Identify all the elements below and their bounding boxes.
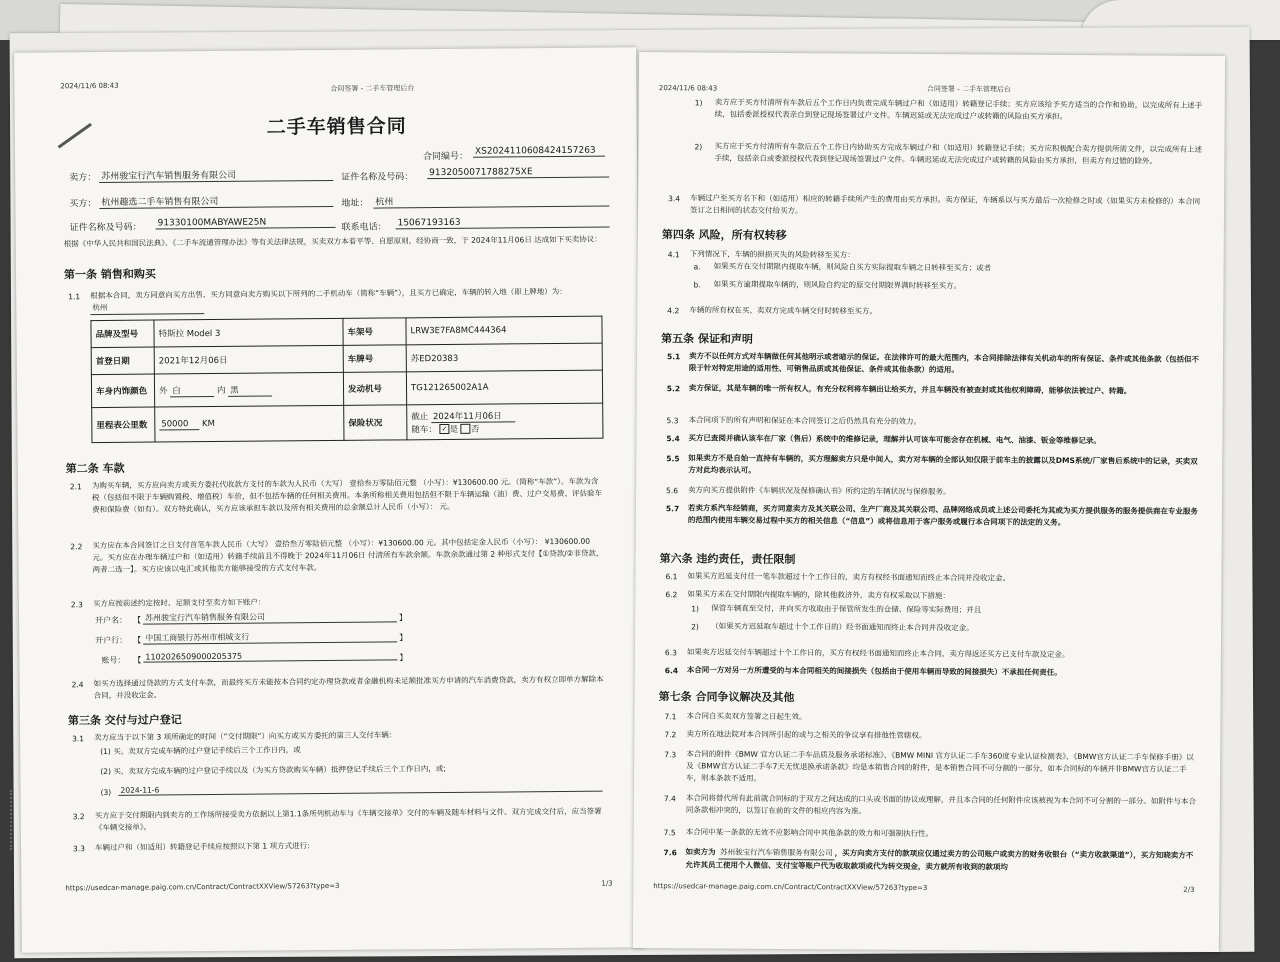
clause-number: 5.4 (666, 434, 680, 444)
page-url: https://usedcar-manage.paig.com.cn/Contract/ContractXXView/57263?type=3 (653, 882, 928, 892)
clause-5-2: 卖方保证，其是车辆的唯一所有权人，有充分权利将车辆出让给买方，并且车辆没有被查封或其他权利障碍，能够依法被过户、转籍。 (688, 383, 1132, 396)
article-3-title: 第三条 交付与过户登记 (67, 713, 182, 728)
delivery-date: 2024-11-6 (118, 782, 602, 796)
no-checkbox[interactable] (461, 424, 471, 434)
registration-place: 杭州 (90, 301, 204, 315)
no-label: 否 (470, 424, 480, 435)
clause-4-2: 车辆的所有权在买、卖双方完成车辆交付时转移至买方。 (689, 305, 877, 316)
option-number: (3) (100, 787, 112, 798)
clause-number: 5.5 (666, 454, 680, 464)
item-number: b. (693, 280, 701, 290)
article-4-title: 第四条 风险，所有权转移 (661, 228, 787, 242)
clause-4-1-a: 如果买方在交付期限内提取车辆，则风险自买方实际提取车辆之日转移至买方；或者 (713, 261, 992, 273)
vehicle-table (90, 316, 603, 443)
clause-number: 6.1 (665, 572, 678, 582)
clause-5-1: 卖方不以任何方式对车辆做任何其他明示或者暗示的保证。在法律许可的最大范围内，本合同排除法律有关机动车的所有保证、条件或其他条款（包括但不限于针对特定用途的适用性、可销售品质或其他保证、条件或其他条款）的适用。 (688, 351, 1200, 375)
buyer-id: 91330100MABYAWE25N (156, 217, 336, 230)
account-no-label: 账号： (101, 655, 126, 665)
yes-checkbox[interactable]: ✓ (440, 424, 450, 434)
engine-value: TG121265002A1A (406, 370, 602, 405)
interior-label: 内 (216, 385, 226, 396)
clause-number: 7.3 (664, 750, 677, 760)
clause-number: 4.1 (667, 250, 680, 260)
clause-7-4: 本合同将替代所有此前就合同标的于双方之间达成的口头或书面的协议或理解，并且本合同的任何附件应该被视为本合同不可分割的一部分。如附件与本合同条款相冲突的，以签订在前的文件的相应内容为准。 (685, 793, 1196, 816)
clause-number: 7.4 (663, 794, 676, 804)
clause-number: 3.3 (72, 844, 86, 854)
mileage-cell (155, 405, 344, 442)
bracket-open: 【 (133, 655, 142, 665)
page-number: 2/3 (1183, 885, 1195, 894)
yes-label: 是 (449, 424, 459, 435)
contract-title: 二手车销售合同 (266, 115, 407, 139)
clause-2-3: 买方应按前述约定按时、足额支付至卖方如下账户： (92, 597, 266, 609)
clause-number: 6.3 (664, 648, 677, 658)
clause-number: 2.4 (71, 680, 84, 690)
clause-5-7: 若卖方系汽车经销商，买方同意卖方及其关联公司、生产厂商及其关联公司、品牌网络成员或上述公司委托为其或为买方提供服务的服务提供商在专业服务的范围内使用车辆交易过程中买方的相关信息（“信息”）或将信息用于客户服务或履行本合同项下的法定的义务。 (687, 503, 1198, 527)
seller-name-inline: 苏州骏宝行汽车销售服务有限公司 (718, 847, 835, 861)
clause-3-4: 车辆过户至买方名下和（如适用）相应的转籍手续所产生的费用由买方承担。卖方保证，车辆系以与买方最后一次检修之时或（如果买方未检修的）本合同签订之日相同的状态交付给买方。 (690, 193, 1201, 216)
clause-text: ，买方向卖方支付的款项应仅通过卖方的公司账户或卖方的财务收银台（“卖方收款渠道”），买方知晓卖方不允许其员工使用个人微信、支付宝等账户代为收取款项或代为转交现金，卖方就所有收到的款项均 (685, 848, 1194, 872)
clause-4-1: 下列情况下，车辆的损损灭失的风险转移至买方： (689, 249, 855, 260)
clause-2-4: 如买方选择通过贷款的方式支付车款，而最终买方未能按本合同约定办理贷款或者金融机构未足额批准买方申请的汽车消费贷款，卖方有权立即单方解除本合同，并没收定金。 (93, 674, 604, 701)
clause-3-3-item-2: 买方应于买方付清所有车款后五个工作日内协助买方完成车辆过户和（如适用）转籍登记手续；买方应积极配合卖方提供所需文件，以完成所有上述手续，包括亲自或委派授权代表到登记现场签署过户文件。车辆迟延或无法完成过户或转籍的风险由买方承担，但卖方有过错的除外。 (714, 141, 1202, 166)
clause-number: 1.1 (68, 292, 81, 302)
clause-2-2: 买方应在本合同签订之日支付首笔车款人民币（大写） 壹拾叁万零陆佰元整 （小写）：¥130600.00 元。其中包括定金人民币（小写）： ¥130600.00 元。买方应在办理车辆过户和（如适用）转籍手续前且不得晚于 2024年11月06日 付清所有车款余额。车款余款通过第 2 种形式支付【①贷款/②非贷款，两者二选一】。买方应该以电汇或其他卖方能够接受的方式支付车款。 (92, 536, 604, 575)
account-name: 苏州骏宝行汽车销售服务有限公司 (143, 610, 397, 624)
cert-no: 9132050071788275XE (427, 167, 609, 180)
clause-7-1: 本合同自买卖双方签署之日起生效。 (686, 711, 807, 722)
phone: 15067193163 (396, 217, 610, 230)
vin-label: 车架号 (343, 318, 406, 346)
clause-5-4: 买方已查阅并确认该车在厂家（售后）系统中的维修记录，理解并认可该车可能会存在机械、电气、油漆、钣金等维修记录。 (688, 433, 1101, 446)
clause-5-6: 卖方向买方提供附件《车辆状况及保修确认书》所约定的车辆状况与保修服务。 (688, 485, 951, 497)
phone-label: 联系电话： (341, 222, 387, 233)
buyer-name: 杭州趣选二手车销售有限公司 (99, 193, 333, 209)
insurance-end: 2024年11月06日 (431, 409, 515, 423)
preamble: 根据《中华人民共和国民法典》、《二手车流通管理办法》等有关法律法规，买卖双方本着平等、自愿原则，经协商一致，于 2024年11月06日 达成如下买卖协议： (63, 234, 602, 249)
bank-label: 开户行： (95, 635, 128, 646)
engine-label: 发动机号 (343, 372, 406, 406)
clause-number: 5.7 (665, 504, 680, 514)
item-number: 2) (694, 142, 703, 152)
clause-number: 3.2 (72, 812, 85, 822)
account-no: 1102026509000205375 (143, 650, 397, 662)
clause-3-1-option-2: (2) 买、卖双方完成车辆的过户登记手续以及（为买方贷款购买车辆）抵押登记手续后三个工作日内，或; (100, 763, 446, 777)
clause-3-3-item-1: 卖方应于买方付清所有车款后五个工作日内负责完成车辆过户和（如适用）转籍登记手续；买方应该给予买方适当的合作和协助，以完成所有上述手续，包括委派授权代表亲自到登记现场签署过户文件。车辆迟延或无法完成过户或转籍的风险由买方承担。 (714, 97, 1203, 121)
item-number: 2) (691, 622, 699, 632)
clause-3-3: 车辆过户和（如适用）转籍登记手续应按照以下第 1 项方式进行: (94, 841, 310, 853)
clause-number: 2.2 (70, 542, 83, 552)
clause-6-1: 如果买方迟延支付任一笔车款超过十个工作日的，卖方有权经书面通知而终止本合同并没收定金。 (687, 571, 1011, 583)
plate-label: 车牌号 (343, 345, 406, 373)
address-label: 地址： (341, 198, 369, 209)
clause-6-2: 如果买方未在交付期限内提取车辆的，除其他救济外，卖方有权采取以下措施： (687, 589, 950, 601)
insurance-cell (407, 403, 603, 440)
cert-label: 证件名称及号码： (341, 172, 414, 183)
page-url: https://usedcar-manage.paig.com.cn/Contract/ContractXXView/57263?type=3 (65, 881, 340, 893)
print-timestamp: 2024/11/6 08:43 (658, 84, 718, 93)
clause-number: 6.2 (665, 590, 678, 600)
clause-number: 5.3 (666, 416, 679, 426)
clause-6-2-1: 保管车辆直至交付，并向买方收取由于保管所发生的仓储、保险等实际费用；并且 (711, 603, 982, 615)
clause-number: 7.2 (664, 730, 677, 740)
brand-label: 品牌及型号 (91, 320, 154, 348)
item-number: 1) (691, 604, 699, 614)
clause-text: 根据本合同，卖方同意向买方出售、买方同意向卖方购买以下所列的二手机动车（简称“车辆”），且买方已确定，车辆的转入地（即上牌地）为： (90, 286, 567, 301)
article-5-title: 第五条 保证和声明 (661, 332, 754, 346)
print-header: 合同签署 - 二手车管理后台 (330, 84, 415, 93)
clause-number: 2.3 (70, 600, 83, 610)
reg-date-value: 2021年12月06日 (154, 345, 343, 374)
contract-page-2 (633, 52, 1225, 952)
bank-name: 中国工商银行苏州市相城支行 (143, 630, 397, 644)
clause-7-3: 本合同的附件《BMW 官方认证二手车品质及服务承诺标准》、《BMW MINI 官方认证二手车360度专业认证检测表》、《BMW官方认证二手车保修手册》以及《BMW官方认证二手车7天无忧退换承诺条款》均是本销售合同的附件，是本销售合同不可分割的一部分，如本合同标的车辆并非BMW官方认证二手车，则本条款不适用。 (686, 749, 1194, 783)
clause-4-1-b: 如果买方逾期提取车辆的，则风险自约定的原交付期限界满时转移至买方。 (713, 279, 962, 291)
clause-5-5: 如果卖方不是自始一直持有车辆的，买方理解卖方只是中间人，卖方对车辆的全部认知仅限于前车主的披露以及DMS系统/厂家售后系统中的记录，买卖双方对此均表示认可。 (688, 453, 1198, 475)
exterior-label: 外 (158, 385, 168, 396)
clause-3-1-option-1: (1) 买、卖双方完成车辆的过户登记手续后三个工作日内，或 (100, 745, 301, 757)
clause-7-5: 本合同中某一条款的无效不应影响合同中其他条款的效力和可强制执行性。 (685, 827, 934, 839)
clause-6-2-2: （如果买方迟延取车超过十个工作日的）经书面通知而终止本合同并没收定金。 (711, 621, 974, 633)
item-number: 1) (694, 98, 703, 108)
print-timestamp: 2024/11/6 08:43 (60, 81, 119, 91)
insurance-transfer-label: 随车： (411, 424, 437, 435)
print-header: 合同签署 - 二手车管理后台 (926, 84, 1011, 94)
article-6-title: 第六条 违约责任，责任限制 (659, 552, 796, 567)
clause-3-1: 卖方应当于以下第 3 项所确定的时间（“交付期限”）向买方或买方委托的第三人交付车辆： (94, 730, 397, 743)
color-label: 车身内饰颜色 (91, 374, 154, 408)
clause-7-6 (685, 846, 1199, 875)
mileage-value: 50000 (159, 419, 199, 430)
exterior-color: 白 (170, 383, 214, 396)
interior-color: 黑 (228, 383, 272, 396)
color-value (154, 372, 343, 407)
page-number: 1/3 (601, 879, 613, 888)
contract-page-1 (14, 47, 644, 952)
clause-number: 4.2 (667, 306, 680, 316)
mileage-unit: KM (201, 418, 215, 429)
bracket-close: 】 (399, 653, 408, 663)
seller-name: 苏州骏宝行汽车销售服务有限公司 (99, 167, 333, 183)
contract-no: XS2024110608424157263 (473, 146, 605, 158)
clause-number: 5.2 (666, 384, 681, 394)
pen-mark (58, 123, 92, 149)
clause-6-3: 如果卖方迟延交付车辆超过十个工作日的，买方有权经书面通知而终止本合同，卖方得返还买方已支付车款及定金。 (686, 647, 1070, 659)
bracket-open: 【 (133, 615, 142, 625)
clause-3-2: 买方应于交付期限内到卖方的工作场所接受卖方依据以上第1.1条所列机动车与《车辆交接单》交付的车辆及随车材料与文件。双方完成交付后，应当签署《车辆交接单》。 (94, 806, 602, 833)
id-label: 证件名称及号码： (69, 222, 142, 234)
brand-value: 特斯拉 Model 3 (154, 318, 343, 347)
seller-label: 卖方： (69, 173, 97, 184)
clause-number: 7.6 (663, 848, 677, 858)
clause-number: 3.1 (72, 734, 85, 744)
item-number: a. (693, 262, 701, 272)
clause-number: 2.1 (69, 482, 82, 492)
clause-5-3: 本合同项下的所有声明和保证在本合同签订之后仍然具有充分的效力。 (688, 415, 922, 426)
clause-2-1: 为购买车辆，买方应向卖方或卖方委托代收款方支付的车款为人民币（大写） 壹拾叁万零陆佰元整 （小写）：¥130600.00 元。（简称“车款”）。车款为含税（包括但不限于车辆购置税、增值税）车价，但不包括车辆的任何相关费用。本条所称相关费用包括但不限于车辆运输（油）费、过户交易费、评估验车费和保险费（如有）。双方特此确认，买方应该承担车款以及所有相关费用的总金额总计人民币（小写）： 元。 (91, 476, 602, 515)
clause-1-1 (90, 286, 600, 315)
bracket-open: 【 (133, 635, 142, 645)
reg-date-label: 首登日期 (91, 347, 154, 375)
clause-6-4: 本合同一方对另一方所遭受的与本合同相关的间接损失（包括由于使用车辆而导致的间接损失）不承担任何责任。 (686, 665, 1062, 677)
buyer-label: 买方： (69, 199, 97, 210)
insurance-label: 保险状况 (344, 405, 407, 441)
address: 杭州 (373, 193, 609, 209)
bracket-close: 】 (399, 633, 408, 643)
clause-number: 7.5 (663, 828, 676, 838)
clause-number: 5.6 (666, 486, 679, 496)
article-1-title: 第一条 销售和购买 (63, 267, 156, 282)
insurance-end-label: 截止 (411, 411, 429, 422)
vin-value: LRW3E7FA8MC444364 (406, 316, 602, 345)
article-2-title: 第二条 车款 (65, 461, 125, 476)
account-name-label: 开户名： (95, 615, 128, 626)
edge-marks (10, 790, 16, 850)
clause-text: 如卖方为 (685, 847, 716, 857)
clause-number: 6.4 (664, 666, 679, 676)
clause-7-2: 卖方所在地法院对本合同所引起的或与之相关的争议享有排他性管辖权。 (686, 729, 927, 740)
plate-value: 苏ED20383 (406, 343, 602, 372)
article-7-title: 第七条 合同争议解决及其他 (658, 690, 795, 705)
clause-number: 7.1 (664, 712, 677, 722)
clause-number: 5.1 (666, 352, 681, 362)
mileage-label: 里程表公里数 (92, 407, 155, 443)
clause-number: 3.4 (668, 194, 681, 204)
bracket-close: 】 (398, 613, 408, 623)
contract-no-label: 合同编号： (422, 151, 469, 163)
